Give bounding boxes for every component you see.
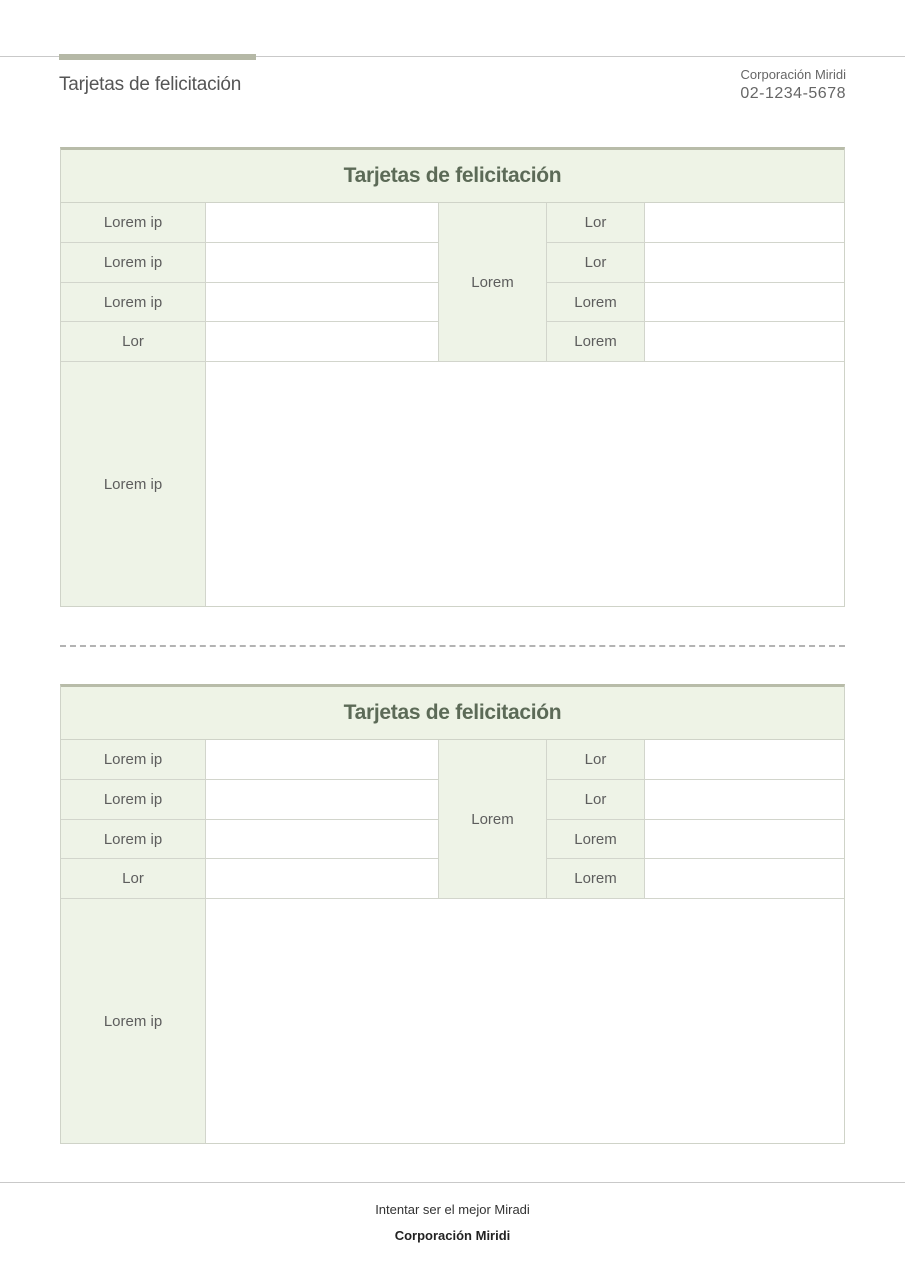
card-form-2 bbox=[60, 684, 845, 1144]
field-input[interactable] bbox=[645, 820, 844, 859]
field-input[interactable] bbox=[206, 740, 439, 780]
cut-line bbox=[60, 645, 845, 647]
field-label: Lor bbox=[547, 243, 645, 283]
field-input[interactable] bbox=[645, 780, 844, 820]
field-label: Lorem ip bbox=[61, 820, 206, 859]
field-input[interactable] bbox=[206, 820, 439, 859]
field-input[interactable] bbox=[645, 283, 844, 322]
field-label: Lorem ip bbox=[61, 203, 206, 243]
middle-label: Lorem bbox=[439, 740, 547, 899]
field-input[interactable] bbox=[645, 859, 844, 899]
field-label: Lor bbox=[61, 322, 206, 362]
card-form-1 bbox=[60, 147, 845, 607]
field-label: Lorem ip bbox=[61, 740, 206, 780]
field-input[interactable] bbox=[206, 203, 439, 243]
field-input[interactable] bbox=[645, 243, 844, 283]
field-label: Lorem bbox=[547, 820, 645, 859]
company-phone: 02-1234-5678 bbox=[740, 85, 846, 102]
document-title: Tarjetas de felicitación bbox=[59, 74, 242, 95]
message-label: Lorem ip bbox=[61, 362, 206, 606]
form-grid bbox=[61, 203, 844, 606]
footer-slogan: Intentar ser el mejor Miradi bbox=[375, 1202, 530, 1217]
field-label: Lor bbox=[61, 859, 206, 899]
footer-rule bbox=[0, 1182, 905, 1183]
message-area[interactable] bbox=[206, 899, 844, 1143]
company-name: Corporación Miridi bbox=[740, 67, 846, 82]
field-input[interactable] bbox=[645, 740, 844, 780]
field-label: Lorem ip bbox=[61, 243, 206, 283]
field-label: Lor bbox=[547, 740, 645, 780]
middle-label: Lorem bbox=[439, 203, 547, 362]
field-input[interactable] bbox=[206, 859, 439, 899]
header-accent-bar bbox=[59, 54, 256, 60]
field-label: Lorem bbox=[547, 322, 645, 362]
field-input[interactable] bbox=[645, 203, 844, 243]
field-label: Lorem ip bbox=[61, 780, 206, 820]
message-label: Lorem ip bbox=[61, 899, 206, 1143]
field-input[interactable] bbox=[645, 322, 844, 362]
form-grid bbox=[61, 740, 844, 1143]
message-area[interactable] bbox=[206, 362, 844, 606]
field-input[interactable] bbox=[206, 283, 439, 322]
field-input[interactable] bbox=[206, 243, 439, 283]
field-input[interactable] bbox=[206, 780, 439, 820]
form-title: Tarjetas de felicitación bbox=[61, 150, 844, 203]
field-label: Lor bbox=[547, 203, 645, 243]
field-label: Lorem bbox=[547, 859, 645, 899]
form-title: Tarjetas de felicitación bbox=[61, 687, 844, 740]
field-label: Lorem bbox=[547, 283, 645, 322]
field-input[interactable] bbox=[206, 322, 439, 362]
field-label: Lor bbox=[547, 780, 645, 820]
footer-company: Corporación Miridi bbox=[394, 1228, 511, 1243]
field-label: Lorem ip bbox=[61, 283, 206, 322]
